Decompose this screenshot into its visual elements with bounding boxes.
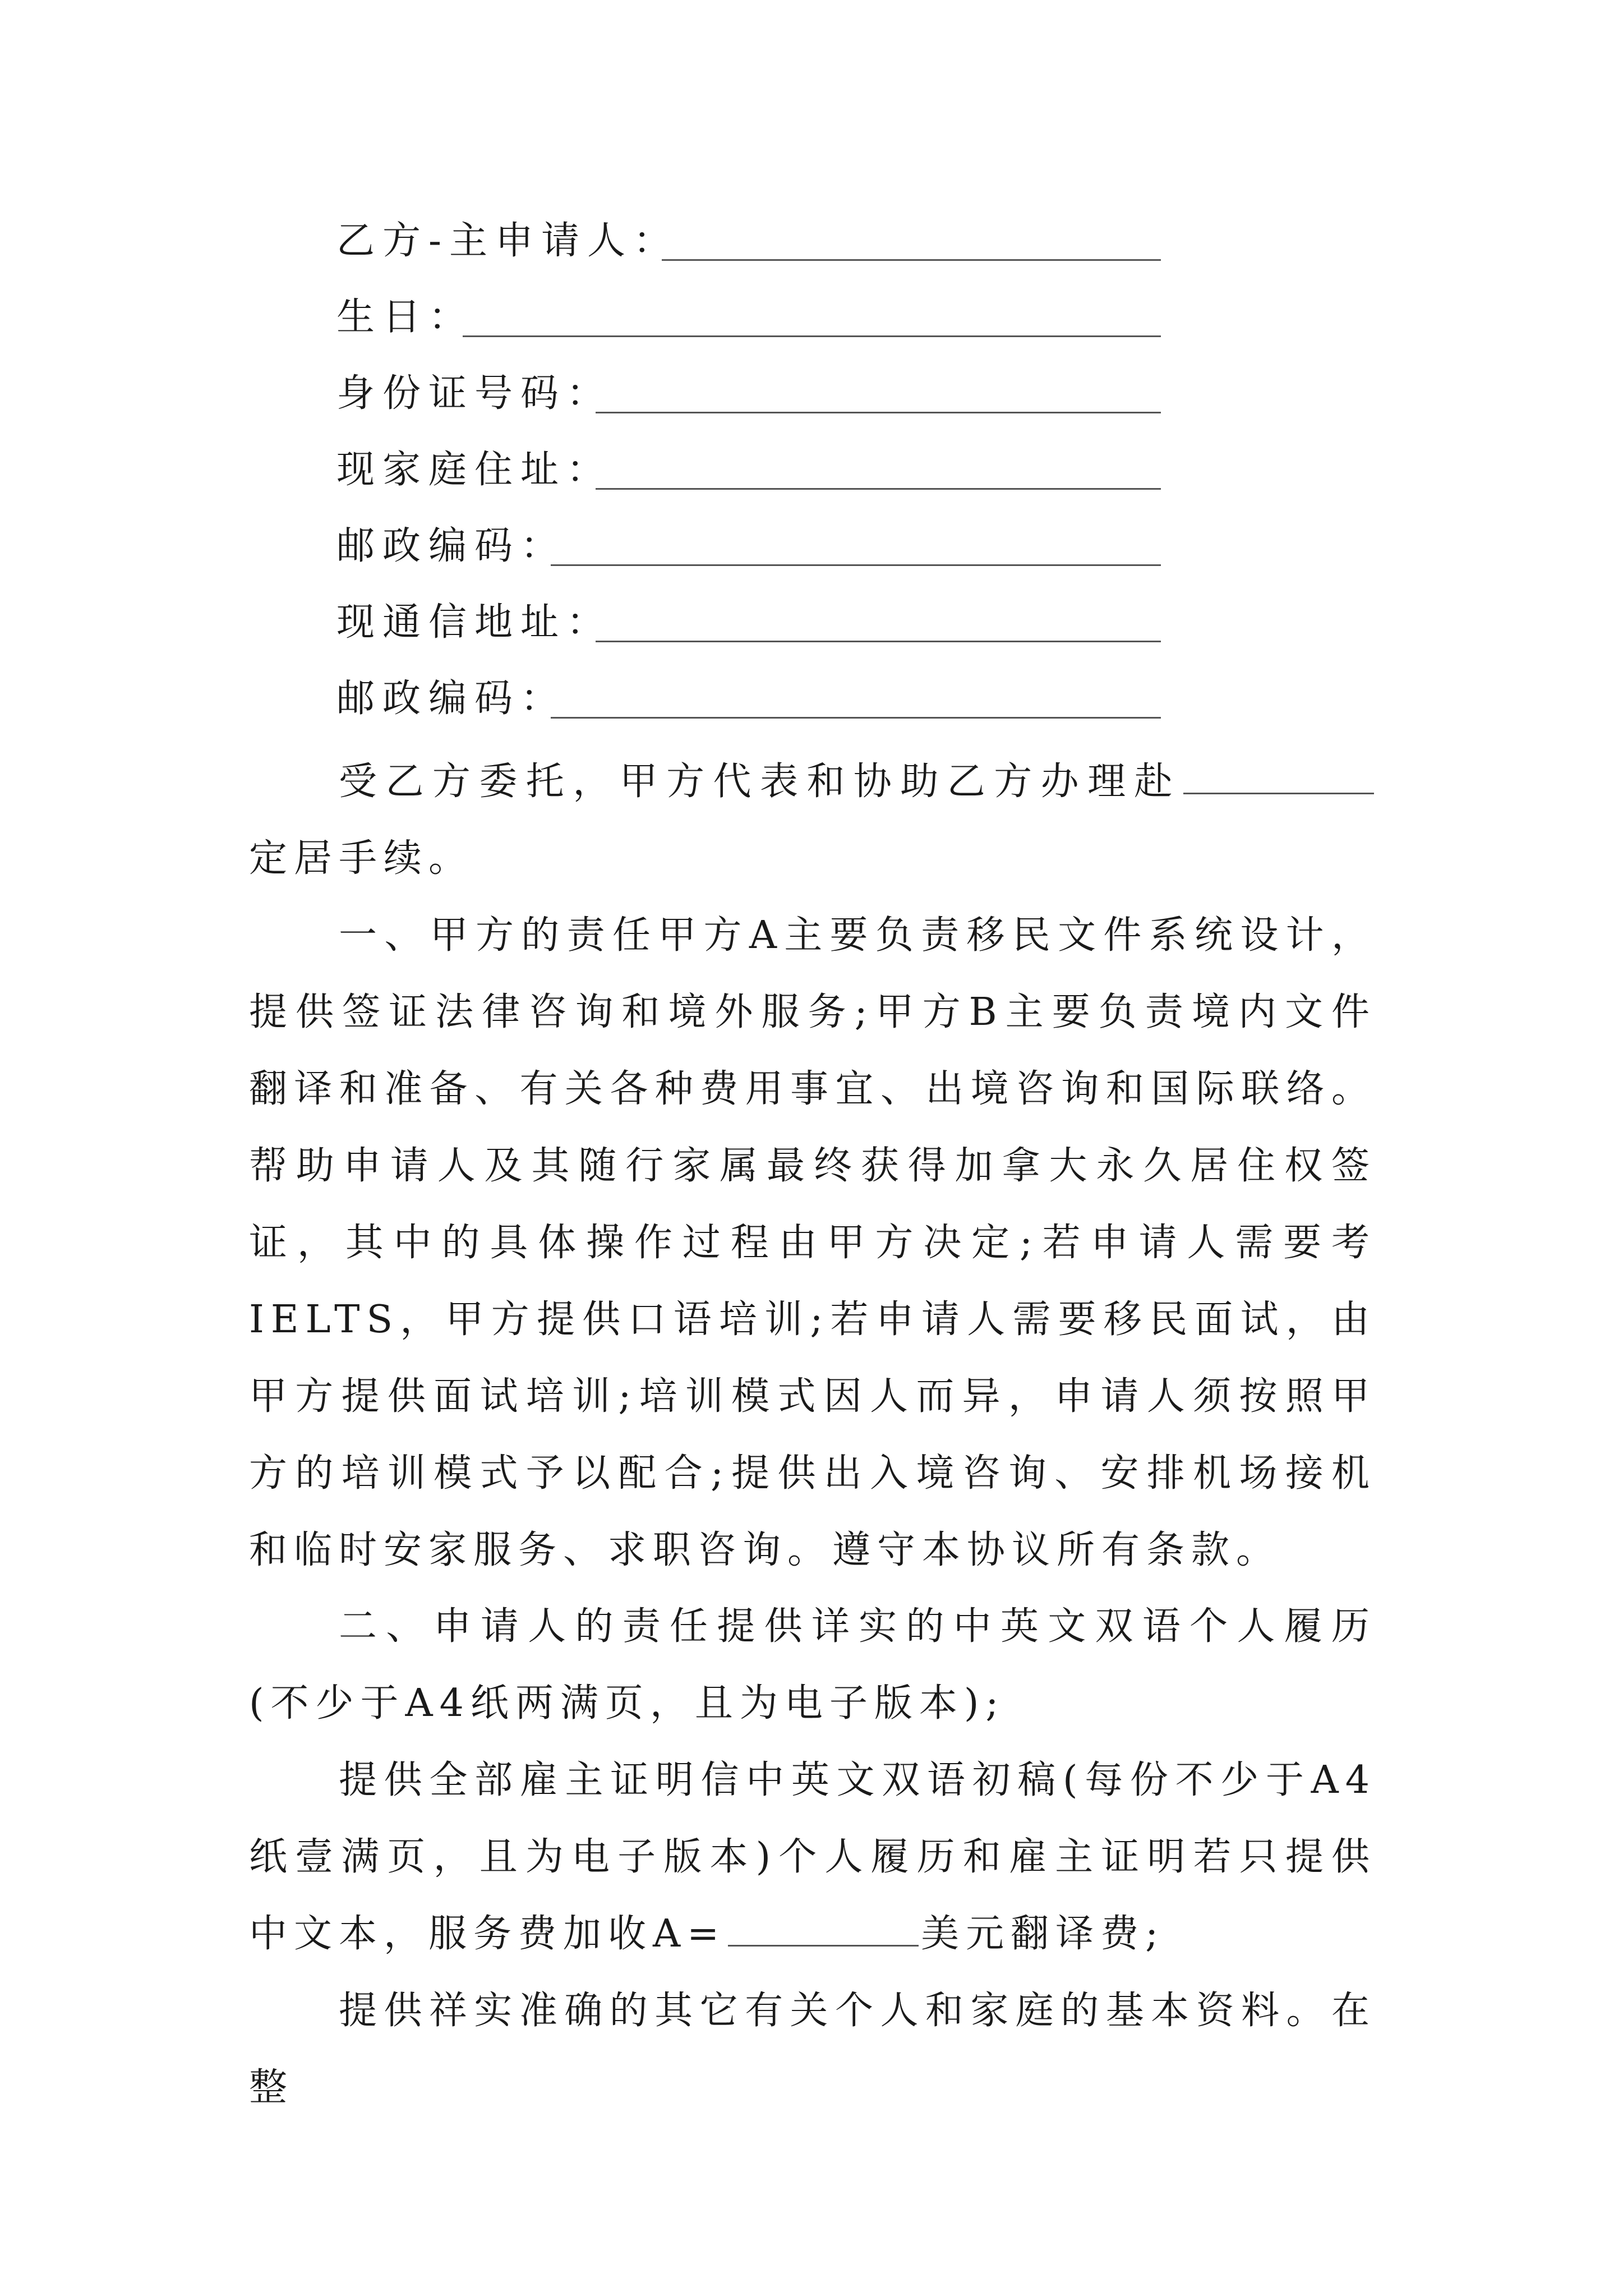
fill-line xyxy=(596,488,1161,490)
section-basic-info xyxy=(249,1972,1376,2126)
field-label: 现通信地址： xyxy=(336,600,613,645)
field-label: 身份证号码： xyxy=(336,371,613,416)
fill-line xyxy=(463,335,1161,337)
destination-blank xyxy=(1183,753,1374,794)
section-employer-letters xyxy=(249,1742,1376,1972)
field-home-address xyxy=(336,439,612,501)
fill-line xyxy=(551,564,1161,566)
section-party-a-duties xyxy=(249,897,1376,1589)
section3-after: 美元翻译费; xyxy=(921,1912,1165,1956)
field-mailing-address xyxy=(336,592,612,654)
intro-paragraph xyxy=(249,743,1376,897)
intro-before: 受乙方委托，甲方代表和协助乙方办理赴 xyxy=(339,760,1181,804)
section-applicant-duties xyxy=(249,1588,1376,1742)
field-main-applicant xyxy=(336,210,679,272)
field-birthday xyxy=(336,287,474,348)
section3-before: 提供全部雇主证明信中英文双语初稿(每份不少于A4纸壹满页，且为电子版本)个人履历和雇主证明若只提供中文本，服务费加收A= xyxy=(249,1758,1376,1956)
field-id-number xyxy=(336,363,612,425)
field-label: 乙方-主申请人： xyxy=(336,219,679,263)
field-postcode-home xyxy=(336,516,566,577)
field-label: 邮政编码： xyxy=(336,677,567,721)
field-label: 生日： xyxy=(336,295,475,339)
fee-blank xyxy=(728,1906,919,1947)
field-label: 现家庭住址： xyxy=(336,448,613,492)
field-postcode-mailing xyxy=(336,668,566,730)
section4-text: 提供祥实准确的其它有关个人和家庭的基本资料。在整 xyxy=(249,1989,1376,2110)
section1-text: 一、甲方的责任甲方A主要负责移民文件系统设计，提供签证法律咨询和境外服务;甲方B主要负责境内文件翻译和准备、有关各种费用事宜、出境咨询和国际联络。帮助申请人及其随行家属最终获得加拿大永久居住权签证，其中的具体操作过程由甲方决定;若申请人需要考IELTS，甲方提供口语培训;若申请人需要移民面试，由甲方提供面试培训;培训模式因人而异，申请人须按照甲方的培训模式予以配合;提供出入境咨询、安排机场接机和临时安家服务、求职咨询。遵守本协议所有条款。 xyxy=(249,913,1376,1572)
fill-line xyxy=(551,717,1161,719)
intro-after: 定居手续。 xyxy=(249,836,474,881)
field-label: 邮政编码： xyxy=(336,524,567,568)
fill-line xyxy=(662,259,1161,261)
fill-line xyxy=(596,641,1161,642)
fill-line xyxy=(596,412,1161,413)
section2-text: 二、申请人的责任提供详实的中英文双语个人履历(不少于A4纸两满页，且为电子版本); xyxy=(249,1604,1376,1726)
